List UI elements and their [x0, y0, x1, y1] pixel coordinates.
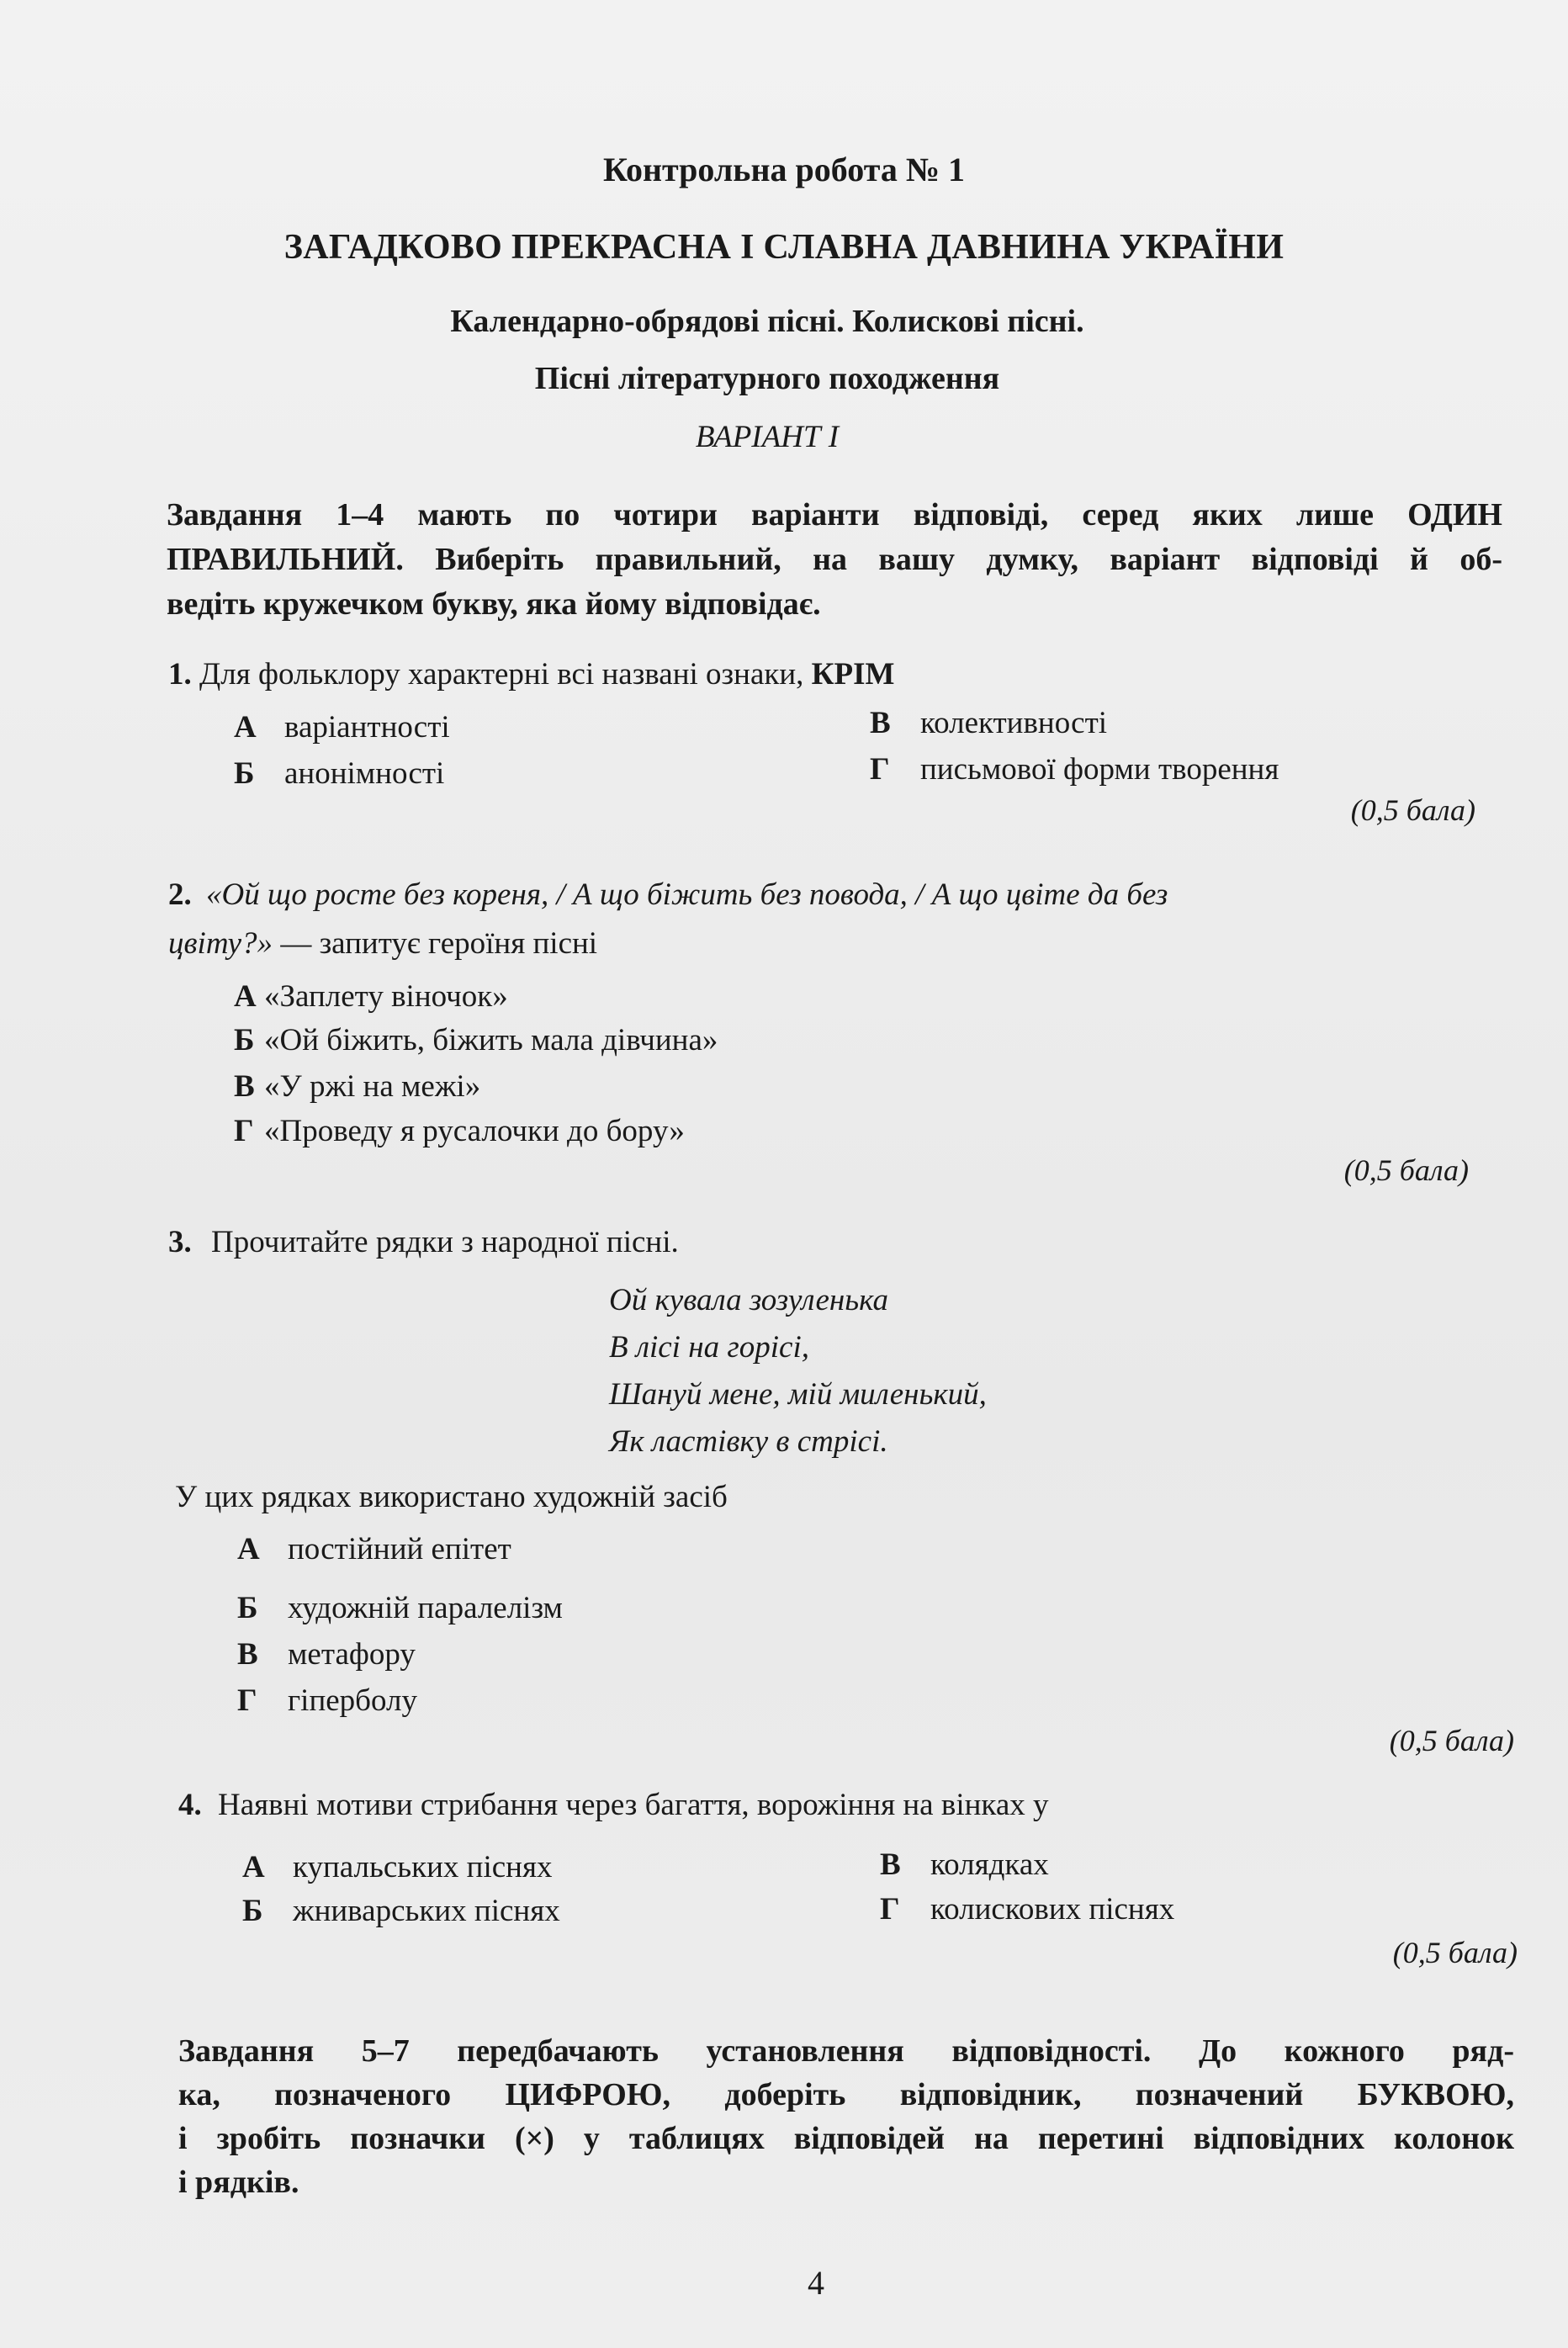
question-text: Для фольклору характерні всі названі ознаки,	[199, 657, 804, 692]
q3-option-a	[237, 1531, 511, 1567]
q4-option-h	[880, 1891, 1174, 1927]
section-title: ЗАГАДКОВО ПРЕКРАСНА І СЛАВНА ДАВНИНА УКРАЇНИ	[283, 228, 1285, 267]
option-text: постійний епітет	[288, 1532, 511, 1566]
q1-option-v	[870, 705, 1107, 741]
q3-option-h	[237, 1683, 417, 1719]
option-text: варіантності	[284, 710, 450, 745]
option-text: «Проведу я русалочки до бору»	[264, 1114, 685, 1148]
instructions-5-7	[178, 2029, 1514, 2204]
instructions-line: і зробіть позначки (×) у таблицях відповідей на перетині відповідних колонок	[178, 2121, 1514, 2156]
q2-option-b	[234, 1022, 718, 1058]
instructions-1-4	[167, 493, 1502, 627]
option-text: «У ржі на межі»	[264, 1069, 481, 1104]
option-letter: Б	[234, 1023, 255, 1057]
option-letter: В	[237, 1637, 258, 1672]
poem-line: В лісі на горісі,	[609, 1330, 809, 1365]
option-text: художній паралелізм	[288, 1591, 563, 1625]
option-text: анонімності	[284, 756, 445, 791]
instructions-line: і рядків.	[178, 2165, 299, 2200]
q4-points: (0,5 бала)	[1392, 1936, 1518, 1969]
poem	[609, 1277, 987, 1466]
question-number: 1.	[168, 657, 192, 692]
option-letter: В	[870, 706, 891, 740]
option-text: метафору	[288, 1637, 416, 1672]
q3-prompt: У цих рядках використано художній засіб	[175, 1480, 728, 1514]
poem-line: Шануй мене, мій миленький,	[609, 1377, 987, 1412]
q3-points: (0,5 бала)	[1389, 1724, 1514, 1757]
q1-option-a	[234, 709, 450, 745]
q3-option-b	[237, 1590, 563, 1626]
work-title: Контрольна робота № 1	[602, 151, 966, 188]
option-text: «Заплету віночок»	[264, 979, 508, 1014]
question-emphasis: КРІМ	[811, 657, 895, 692]
variant-label: ВАРІАНТ І	[695, 420, 840, 454]
question-number: 2.	[168, 877, 192, 912]
option-letter: А	[234, 979, 257, 1014]
question-1	[168, 656, 894, 692]
option-letter: Г	[234, 1114, 254, 1148]
q4-option-a	[242, 1849, 552, 1885]
subtitle-line2: Пісні літературного походження	[534, 361, 1000, 396]
question-3	[168, 1224, 679, 1260]
option-letter: А	[242, 1850, 265, 1884]
poem-line: Як ластівку в стрісі.	[609, 1424, 888, 1459]
option-text: колискових піснях	[930, 1892, 1175, 1927]
question-number: 4.	[178, 1788, 202, 1822]
option-letter: А	[237, 1532, 260, 1566]
page-number: 4	[808, 2264, 824, 2302]
option-text: жниварських піснях	[293, 1894, 560, 1928]
question-number: 3.	[168, 1225, 192, 1259]
question-text: — запитує героїня пісні	[273, 926, 598, 961]
option-text: колядках	[930, 1847, 1049, 1882]
option-letter: А	[234, 710, 257, 745]
option-letter: Г	[237, 1683, 257, 1718]
option-letter: В	[880, 1847, 901, 1882]
option-letter: Б	[234, 756, 255, 791]
option-letter: Г	[870, 752, 890, 787]
q1-points: (0,5 бала)	[1350, 793, 1475, 827]
q4-option-b	[242, 1893, 560, 1929]
poem-line: Ой кувала зозуленька	[609, 1283, 888, 1317]
option-text: письмової форми творення	[920, 752, 1279, 787]
q2-option-v	[234, 1068, 480, 1105]
question-text: Наявні мотиви стрибання через багаття, ворожіння на вінках у	[218, 1788, 1049, 1822]
question-2	[168, 871, 1506, 968]
instructions-line: ка, позначеного ЦИФРОЮ, доберіть відповідник, позначений БУКВОЮ,	[178, 2077, 1514, 2112]
option-letter: Г	[880, 1892, 900, 1927]
option-letter: Б	[242, 1894, 263, 1928]
option-text: купальських піснях	[293, 1850, 553, 1884]
option-letter: Б	[237, 1591, 258, 1625]
question-quote: цвіту?»	[168, 926, 273, 961]
q1-option-h	[870, 751, 1279, 787]
instructions-line: ПРАВИЛЬНИЙ. Виберіть правильний, на вашу думку, варіант відповіді й об-	[167, 542, 1502, 577]
q2-option-a	[234, 978, 508, 1015]
subtitle-line1: Календарно-обрядові пісні. Колискові пісні.	[450, 304, 1084, 339]
option-text: гіперболу	[288, 1683, 417, 1718]
q2-option-h	[234, 1113, 685, 1149]
option-letter: В	[234, 1069, 255, 1104]
q1-option-b	[234, 755, 444, 792]
instructions-line: ведіть кружечком букву, яка йому відповідає.	[167, 586, 821, 622]
option-text: колективності	[920, 706, 1108, 740]
option-text: «Ой біжить, біжить мала дівчина»	[264, 1023, 718, 1057]
instructions-line: Завдання 1–4 мають по чотири варіанти відповіді, серед яких лише ОДИН	[167, 497, 1502, 533]
instructions-line: Завдання 5–7 передбачають установлення відповідності. До кожного ряд-	[178, 2033, 1514, 2069]
question-text: Прочитайте рядки з народної пісні.	[211, 1225, 679, 1259]
q3-option-v	[237, 1636, 416, 1672]
q2-points: (0,5 бала)	[1343, 1153, 1469, 1187]
question-4	[178, 1787, 1049, 1823]
question-quote: «Ой що росте без кореня, / А що біжить без повода, / А що цвіте да без	[206, 877, 1168, 912]
q4-option-v	[880, 1847, 1049, 1883]
